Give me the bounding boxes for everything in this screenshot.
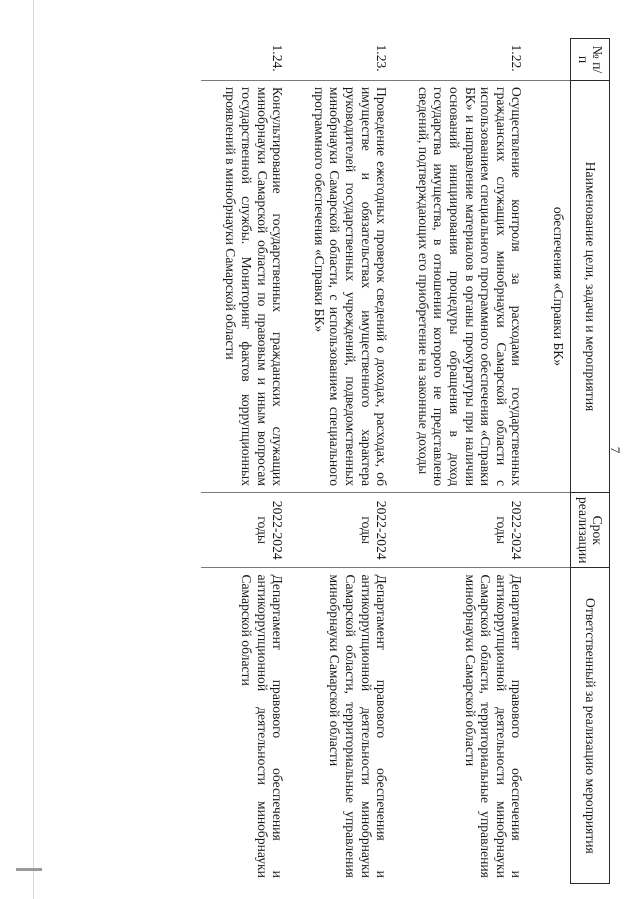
header-responsible: Ответственный за реализацию мероприятия <box>571 568 610 884</box>
header-term: Срок реализации <box>571 493 610 568</box>
table-row <box>393 39 528 884</box>
row-number: 1.23. <box>374 44 390 72</box>
table-row <box>289 39 393 884</box>
table-row <box>201 39 289 884</box>
row-number: 1.24. <box>270 44 286 72</box>
row-name: Консультирование государственных гражданских служащих минобрнауки Самарской области по правовым и иным вопросам государственной службы. Мониторинг фактов коррупционных проявлений в минобрнауки Самарской области <box>201 81 289 493</box>
row-term: 2022-2024 годы <box>289 493 393 568</box>
row-name: Осуществление контроля за расходами государственных гражданских служащих минобрнауки Самарской области с использованием специального программного обеспечения «Справки БК» и направление материалов в органы прокуратуры при наличии оснований инициирования процедуры обращения в доход государства имущества, в отношении которого не представлено сведений, подтверждающих его приобретение на законные доходы <box>393 81 528 493</box>
row-term: 2022-2024 годы <box>201 493 289 568</box>
table-header <box>571 39 610 884</box>
measures-table <box>201 38 610 884</box>
page-number: 7 <box>608 446 623 454</box>
row-responsible: Департамент правового обеспечения и антикоррупционной деятельности минобрнауки Самарской области <box>201 568 289 884</box>
continuation-row <box>528 39 570 884</box>
staple-mark <box>16 868 42 871</box>
continuation-text: обеспечения «Справки БК» <box>528 81 570 493</box>
header-num: № п/п <box>571 39 610 81</box>
row-term: 2022-2024 годы <box>393 493 528 568</box>
row-responsible: Департамент правового обеспечения и антикоррупционной деятельности минобрнауки Самарской области, территориальные управления минобрнауки Самарской области <box>393 568 528 884</box>
row-responsible: Департамент правового обеспечения и антикоррупционной деятельности минобрнауки Самарской области, территориальные управления минобрнауки Самарской области <box>289 568 393 884</box>
row-number: 1.22. <box>509 44 525 72</box>
row-name: Проведение ежегодных проверок сведений о доходах, расходах, об имуществе и обязательствах имущественного характера руководителей государственных учреждений, подведомственных минобрнауки Самарской области, с использованием специального программного обеспечения «Справки БК» <box>289 81 393 493</box>
scan-edge-line <box>33 0 34 899</box>
header-name: Наименование цели, задачи и мероприятия <box>571 81 610 493</box>
